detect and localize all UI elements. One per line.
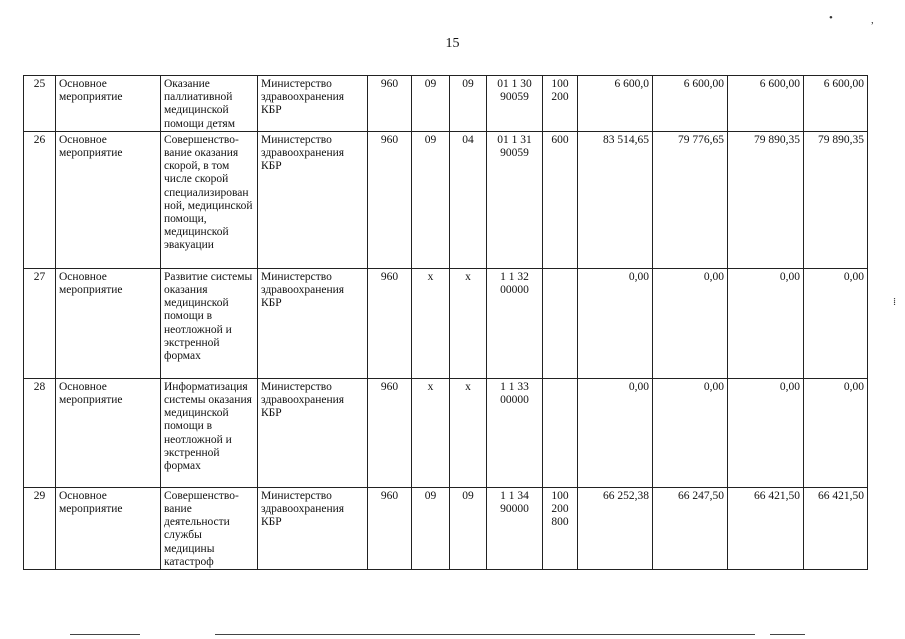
row-amount-1: 66 252,38: [578, 487, 653, 569]
row-type: Основное мероприятие: [56, 131, 161, 268]
row-subsection-code: x: [450, 378, 487, 487]
row-expense-type: [543, 378, 578, 487]
row-type: Основное мероприятие: [56, 487, 161, 569]
row-executor: Министерство здравоохранения КБР: [258, 131, 368, 268]
row-amount-2: 6 600,00: [653, 76, 728, 132]
row-number: 29: [24, 487, 56, 569]
table-row: [24, 76, 868, 132]
row-target-code: 01 1 31 90059: [487, 131, 543, 268]
row-grbs-code: 960: [368, 76, 412, 132]
row-amount-4: 0,00: [804, 378, 868, 487]
row-name: Информатизация системы оказания медицинской помощи в неотложной и экстренной формах: [161, 378, 258, 487]
row-amount-3: 66 421,50: [728, 487, 804, 569]
budget-table: [23, 75, 868, 570]
row-subsection-code: 04: [450, 131, 487, 268]
bottom-rule: [215, 634, 755, 635]
row-name: Совершенство-вание оказания скорой, в том числе скорой специализирован ной, медицинской помощи, медицинской эвакуации: [161, 131, 258, 268]
row-amount-1: 83 514,65: [578, 131, 653, 268]
scan-mark: •: [829, 12, 833, 24]
row-amount-3: 79 890,35: [728, 131, 804, 268]
row-number: 28: [24, 378, 56, 487]
row-executor: Министерство здравоохранения КБР: [258, 378, 368, 487]
row-executor: Министерство здравоохранения КБР: [258, 487, 368, 569]
row-section-code: 09: [412, 487, 450, 569]
row-section-code: 09: [412, 76, 450, 132]
row-type: Основное мероприятие: [56, 268, 161, 378]
table-row: [24, 487, 868, 569]
row-grbs-code: 960: [368, 131, 412, 268]
bottom-rule: [70, 634, 140, 635]
row-expense-type: 100 200 800: [543, 487, 578, 569]
page-number: 15: [445, 36, 460, 51]
row-amount-1: 0,00: [578, 268, 653, 378]
row-grbs-code: 960: [368, 487, 412, 569]
row-number: 27: [24, 268, 56, 378]
row-amount-2: 0,00: [653, 268, 728, 378]
row-subsection-code: 09: [450, 76, 487, 132]
row-grbs-code: 960: [368, 268, 412, 378]
row-amount-1: 0,00: [578, 378, 653, 487]
row-executor: Министерство здравоохранения КБР: [258, 76, 368, 132]
row-number: 25: [24, 76, 56, 132]
row-number: 26: [24, 131, 56, 268]
row-amount-3: 0,00: [728, 378, 804, 487]
row-amount-2: 79 776,65: [653, 131, 728, 268]
row-amount-3: 6 600,00: [728, 76, 804, 132]
row-amount-2: 66 247,50: [653, 487, 728, 569]
row-amount-4: 66 421,50: [804, 487, 868, 569]
row-target-code: 1 1 32 00000: [487, 268, 543, 378]
row-executor: Министерство здравоохранения КБР: [258, 268, 368, 378]
bottom-rule: [770, 634, 805, 635]
row-amount-4: 79 890,35: [804, 131, 868, 268]
row-expense-type: [543, 268, 578, 378]
row-expense-type: 600: [543, 131, 578, 268]
row-expense-type: 100 200: [543, 76, 578, 132]
row-section-code: 09: [412, 131, 450, 268]
row-amount-3: 0,00: [728, 268, 804, 378]
row-amount-2: 0,00: [653, 378, 728, 487]
row-name: Совершенство-вание деятельности службы медицины катастроф: [161, 487, 258, 569]
row-section-code: x: [412, 268, 450, 378]
row-target-code: 01 1 30 90059: [487, 76, 543, 132]
row-target-code: 1 1 33 00000: [487, 378, 543, 487]
scan-mark: ,: [871, 14, 874, 26]
table-row: [24, 378, 868, 487]
row-amount-4: 0,00: [804, 268, 868, 378]
row-name: Оказание паллиативной медицинской помощи детям: [161, 76, 258, 132]
table-row: [24, 268, 868, 378]
table-row: [24, 131, 868, 268]
row-name: Развитие системы оказания медицинской помощи в неотложной и экстренной формах: [161, 268, 258, 378]
row-section-code: x: [412, 378, 450, 487]
row-subsection-code: 09: [450, 487, 487, 569]
row-type: Основное мероприятие: [56, 378, 161, 487]
row-type: Основное мероприятие: [56, 76, 161, 132]
row-grbs-code: 960: [368, 378, 412, 487]
row-subsection-code: x: [450, 268, 487, 378]
row-amount-4: 6 600,00: [804, 76, 868, 132]
row-target-code: 1 1 34 90000: [487, 487, 543, 569]
scan-mark: ⁞: [893, 296, 897, 308]
row-amount-1: 6 600,0: [578, 76, 653, 132]
